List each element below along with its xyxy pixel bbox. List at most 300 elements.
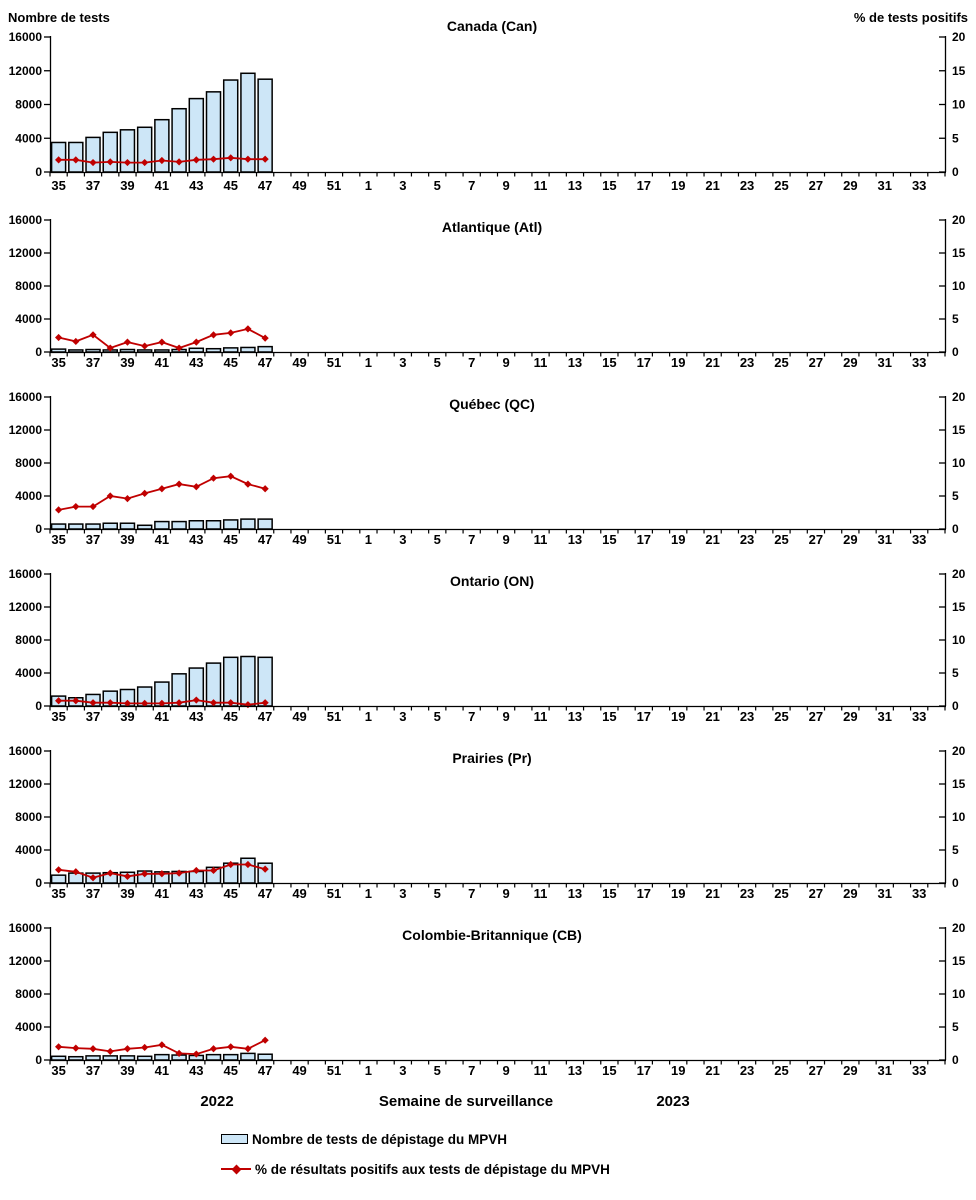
x-axis-tick-label: 43	[189, 886, 204, 901]
x-axis-tick-label: 19	[670, 532, 686, 547]
left-axis-tick-label: 0	[35, 522, 42, 536]
pct-marker-week-35	[55, 334, 62, 341]
x-axis-tick-label: 47	[257, 709, 273, 724]
bar-week-38	[103, 1056, 117, 1060]
pct-marker-week-35	[55, 866, 62, 873]
right-axis-tick-label: 15	[952, 423, 966, 437]
x-axis-tick-label: 47	[257, 355, 273, 370]
bar-week-39	[120, 1056, 134, 1060]
x-axis-tick-label: 7	[468, 355, 476, 370]
x-axis-tick-label: 49	[292, 1063, 307, 1078]
x-axis-tick-label: 29	[843, 355, 858, 370]
bar-week-43	[189, 348, 203, 352]
right-axis-title: % de tests positifs	[853, 10, 968, 25]
pct-marker-week-47	[262, 485, 269, 492]
panel-title: Canada (Can)	[446, 18, 538, 34]
left-axis-tick-label: 8000	[15, 456, 42, 470]
x-axis-tick-label: 47	[257, 532, 273, 547]
x-axis-tick-label: 27	[808, 355, 824, 370]
pct-marker-week-43	[193, 339, 200, 346]
x-axis-tick-label: 21	[705, 178, 720, 193]
x-axis-tick-label: 31	[877, 1063, 892, 1078]
pct-marker-week-44	[210, 1045, 217, 1052]
right-axis-tick-label: 15	[952, 246, 966, 260]
x-axis-tick-label: 19	[670, 178, 686, 193]
right-axis-tick-label: 0	[952, 1053, 959, 1067]
panel-pr	[0, 727, 976, 904]
pct-marker-week-36	[72, 338, 79, 345]
x-axis-tick-label: 17	[636, 709, 652, 724]
x-axis-tick-label: 25	[774, 178, 789, 193]
x-axis-tick-label: 9	[502, 1063, 510, 1078]
x-axis-tick-label: 27	[808, 1063, 824, 1078]
x-axis-tick-label: 23	[739, 532, 755, 547]
x-axis-tick-label: 15	[602, 886, 617, 901]
x-axis-tick-label: 33	[911, 532, 927, 547]
bar-week-45	[224, 1055, 238, 1060]
x-axis-tick-label: 11	[533, 1063, 548, 1078]
x-axis-tick-label: 13	[567, 355, 583, 370]
x-axis-tick-label: 13	[567, 532, 583, 547]
pct-marker-week-42	[175, 481, 182, 488]
x-axis-tick-label: 45	[223, 532, 238, 547]
panel-title: Colombie-Britannique (CB)	[402, 927, 582, 943]
bar-week-37	[86, 1056, 100, 1060]
left-axis-tick-label: 4000	[15, 312, 42, 326]
x-axis-tick-label: 49	[292, 532, 307, 547]
left-axis-tick-label: 12000	[8, 423, 42, 437]
year-2022-label: 2022	[200, 1093, 234, 1110]
x-axis-tick-label: 3	[399, 355, 407, 370]
pct-marker-week-36	[72, 503, 79, 510]
x-axis-tick-label: 11	[533, 355, 548, 370]
x-axis-tick-label: 47	[257, 1063, 273, 1078]
x-axis-tick-label: 23	[739, 1063, 755, 1078]
pct-marker-week-47	[262, 335, 269, 342]
x-axis-tick-label: 33	[911, 178, 927, 193]
right-axis-tick-label: 10	[952, 456, 966, 470]
x-axis-tick-label: 37	[85, 532, 101, 547]
panel-title: Québec (QC)	[449, 396, 535, 412]
x-axis-tick-label: 13	[567, 886, 583, 901]
left-axis-tick-label: 16000	[8, 390, 42, 404]
x-axis-tick-label: 7	[468, 886, 476, 901]
x-axis-tick-label: 15	[602, 1063, 617, 1078]
x-axis-tick-label: 49	[292, 886, 307, 901]
left-axis-tick-label: 12000	[8, 600, 42, 614]
pct-marker-week-44	[210, 331, 217, 338]
x-axis-tick-label: 47	[257, 886, 273, 901]
left-axis-title: Nombre de tests	[8, 10, 110, 25]
bar-week-36	[69, 524, 83, 529]
x-axis-tick-label: 7	[468, 709, 476, 724]
x-axis-tick-label: 5	[433, 709, 441, 724]
x-axis-tick-label: 39	[120, 886, 135, 901]
left-axis-tick-label: 8000	[15, 97, 42, 112]
x-axis-tick-label: 41	[154, 1063, 170, 1078]
left-axis-tick-label: 16000	[8, 567, 42, 581]
right-axis-tick-label: 5	[952, 1020, 959, 1034]
left-axis-tick-label: 4000	[15, 489, 42, 503]
legend-bar-label: Nombre de tests de dépistage du MPVH	[252, 1131, 508, 1147]
bar-week-47	[258, 657, 272, 706]
x-axis-tick-label: 51	[326, 709, 342, 724]
x-axis-tick-label: 5	[433, 886, 441, 901]
panel-can	[0, 0, 976, 196]
bar-week-36	[69, 1057, 83, 1060]
x-axis-tick-label: 9	[502, 355, 510, 370]
x-axis-tick-label: 17	[636, 178, 652, 193]
pct-marker-week-35	[55, 1043, 62, 1050]
pct-line	[59, 476, 266, 510]
footer	[0, 1081, 976, 1200]
x-axis-tick-label: 17	[636, 886, 652, 901]
panel-title: Ontario (ON)	[450, 573, 534, 589]
x-axis-tick-label: 19	[670, 886, 686, 901]
right-axis-tick-label: 20	[952, 921, 966, 935]
bar-week-43	[189, 521, 203, 529]
bar-week-40	[138, 350, 152, 352]
bar-week-44	[207, 1055, 221, 1060]
legend-item-pct	[221, 1161, 610, 1177]
x-axis-tick-label: 9	[502, 178, 510, 193]
left-axis-tick-label: 0	[35, 165, 42, 179]
pct-marker-week-40	[141, 342, 148, 349]
x-axis-tick-label: 25	[774, 886, 789, 901]
x-axis-title: Semaine de surveillance	[378, 1093, 554, 1110]
pct-marker-week-46	[244, 325, 251, 332]
left-axis-tick-label: 4000	[15, 843, 42, 857]
x-axis-tick-label: 29	[843, 532, 858, 547]
bar-week-38	[103, 523, 117, 529]
x-axis-tick-label: 5	[433, 1063, 441, 1078]
x-axis-tick-label: 29	[843, 1063, 858, 1078]
x-axis-tick-label: 33	[911, 355, 927, 370]
x-axis-tick-label: 3	[399, 709, 407, 724]
x-axis-tick-label: 51	[326, 178, 342, 193]
bar-week-46	[241, 519, 255, 529]
x-axis-tick-label: 21	[705, 886, 720, 901]
x-axis-tick-label: 1	[364, 532, 373, 547]
left-axis-tick-label: 8000	[15, 810, 42, 824]
bar-week-38	[103, 132, 117, 172]
x-axis-tick-label: 45	[223, 355, 238, 370]
x-axis-tick-label: 37	[85, 886, 101, 901]
pct-marker-week-40	[141, 1044, 148, 1051]
left-axis-tick-label: 12000	[8, 954, 42, 968]
x-axis-tick-label: 9	[502, 532, 510, 547]
bar-week-47	[258, 519, 272, 529]
bar-week-41	[155, 350, 169, 352]
x-axis-tick-label: 11	[533, 886, 548, 901]
x-axis-tick-label: 9	[502, 709, 510, 724]
panel-title: Atlantique (Atl)	[441, 219, 543, 235]
x-axis-tick-label: 51	[326, 355, 342, 370]
right-axis-tick-label: 10	[952, 279, 966, 293]
x-axis-tick-label: 33	[911, 886, 927, 901]
x-axis-tick-label: 1	[364, 178, 373, 193]
x-axis-tick-label: 9	[502, 886, 510, 901]
right-axis-tick-label: 5	[952, 666, 959, 680]
x-axis-tick-label: 27	[808, 709, 824, 724]
x-axis-tick-label: 39	[120, 532, 135, 547]
x-axis-tick-label: 15	[602, 709, 617, 724]
right-axis-tick-label: 20	[952, 744, 966, 758]
x-axis-tick-label: 35	[51, 355, 66, 370]
left-axis-tick-label: 8000	[15, 633, 42, 647]
left-axis-tick-label: 8000	[15, 987, 42, 1001]
bar-week-35	[52, 1056, 66, 1060]
x-axis-tick-label: 13	[567, 1063, 583, 1078]
x-axis-tick-label: 49	[292, 355, 307, 370]
x-axis-tick-label: 3	[399, 532, 407, 547]
right-axis-tick-label: 20	[952, 390, 966, 404]
x-axis-tick-label: 43	[189, 1063, 204, 1078]
legend	[221, 1131, 610, 1191]
right-axis-tick-label: 0	[952, 345, 959, 359]
bar-week-39	[120, 523, 134, 529]
right-axis-tick-label: 15	[952, 954, 966, 968]
panel-on	[0, 550, 976, 727]
x-axis-tick-label: 19	[670, 709, 686, 724]
left-axis-tick-label: 4000	[15, 1020, 42, 1034]
pct-marker-week-41	[158, 485, 165, 492]
pct-marker-week-45	[227, 1043, 234, 1050]
right-axis-tick-label: 5	[952, 489, 959, 503]
pct-marker-week-40	[141, 490, 148, 497]
right-axis-tick-label: 15	[952, 63, 966, 78]
x-axis-tick-label: 19	[670, 355, 686, 370]
x-axis-tick-label: 21	[705, 1063, 720, 1078]
x-axis-tick-label: 39	[120, 355, 135, 370]
x-axis-tick-label: 35	[51, 532, 66, 547]
legend-pct-label: % de résultats positifs aux tests de dépistage du MPVH	[255, 1161, 610, 1177]
x-axis-tick-label: 5	[433, 355, 441, 370]
bar-week-36	[69, 350, 83, 352]
x-axis-tick-label: 31	[877, 532, 892, 547]
x-axis-tick-label: 49	[292, 178, 307, 193]
x-axis-tick-label: 31	[877, 886, 892, 901]
x-axis-tick-label: 43	[189, 532, 204, 547]
left-axis-tick-label: 0	[35, 876, 42, 890]
bar-week-35	[52, 349, 66, 352]
x-axis-tick-label: 11	[533, 709, 548, 724]
x-axis-tick-label: 41	[154, 532, 170, 547]
x-axis-tick-label: 45	[223, 178, 238, 193]
x-axis-tick-label: 41	[154, 355, 170, 370]
x-axis-tick-label: 37	[85, 1063, 101, 1078]
x-axis-tick-label: 31	[877, 355, 892, 370]
bar-week-45	[224, 348, 238, 352]
pct-marker-week-41	[158, 1041, 165, 1048]
pct-marker-week-39	[124, 495, 131, 502]
x-axis-tick-label: 45	[223, 1063, 238, 1078]
bar-week-37	[86, 137, 100, 172]
bar-week-44	[207, 521, 221, 529]
x-axis-tick-label: 29	[843, 178, 858, 193]
legend-bar-swatch	[221, 1134, 248, 1144]
x-axis-tick-label: 27	[808, 532, 824, 547]
x-axis-tick-label: 1	[364, 886, 373, 901]
pct-marker-week-45	[227, 473, 234, 480]
pct-marker-week-46	[244, 481, 251, 488]
bar-week-44	[207, 349, 221, 352]
x-axis-tick-label: 11	[533, 532, 548, 547]
x-axis-tick-label: 37	[85, 709, 101, 724]
panel-title: Prairies (Pr)	[452, 750, 532, 766]
x-axis-tick-label: 39	[120, 1063, 135, 1078]
x-axis-tick-label: 51	[326, 886, 342, 901]
bar-week-47	[258, 1054, 272, 1060]
right-axis-tick-label: 0	[952, 522, 959, 536]
x-axis-tick-label: 43	[189, 178, 204, 193]
pct-marker-week-36	[72, 1045, 79, 1052]
x-axis-tick-label: 23	[739, 886, 755, 901]
x-axis-tick-label: 41	[154, 886, 170, 901]
x-axis-tick-label: 41	[154, 709, 170, 724]
x-axis-tick-label: 25	[774, 1063, 789, 1078]
x-axis-tick-label: 25	[774, 532, 789, 547]
pct-marker-week-38	[107, 1048, 114, 1055]
right-axis-tick-label: 10	[952, 987, 966, 1001]
x-axis-tick-label: 1	[364, 709, 373, 724]
bar-week-47	[258, 347, 272, 352]
x-axis-tick-label: 7	[468, 1063, 476, 1078]
x-axis-tick-label: 15	[602, 355, 617, 370]
x-axis-tick-label: 51	[326, 532, 342, 547]
left-axis-tick-label: 16000	[8, 921, 42, 935]
pct-marker-week-46	[244, 1045, 251, 1052]
pct-marker-week-43	[193, 483, 200, 490]
x-axis-tick-label: 51	[326, 1063, 342, 1078]
x-axis-tick-label: 35	[51, 1063, 66, 1078]
x-axis-tick-label: 47	[257, 178, 273, 193]
x-axis-tick-label: 35	[51, 178, 66, 193]
left-axis-tick-label: 8000	[15, 279, 42, 293]
left-axis-tick-label: 16000	[8, 30, 42, 44]
x-axis-tick-label: 7	[468, 532, 476, 547]
right-axis-tick-label: 5	[952, 312, 959, 326]
bar-week-46	[241, 1053, 255, 1060]
x-axis-tick-label: 15	[602, 178, 617, 193]
x-axis-tick-label: 17	[636, 532, 652, 547]
bar-week-46	[241, 347, 255, 352]
x-axis-tick-label: 13	[567, 178, 583, 193]
panel-atl	[0, 196, 976, 373]
x-axis-tick-label: 13	[567, 709, 583, 724]
x-axis-tick-label: 49	[292, 709, 307, 724]
bar-week-45	[224, 520, 238, 529]
left-axis-tick-label: 4000	[15, 666, 42, 680]
x-axis-tick-label: 33	[911, 709, 927, 724]
x-axis-tick-label: 1	[364, 1063, 373, 1078]
left-axis-tick-label: 12000	[8, 777, 42, 791]
x-axis-tick-label: 17	[636, 355, 652, 370]
pct-marker-week-45	[227, 329, 234, 336]
pct-marker-week-37	[89, 1045, 96, 1052]
right-axis-tick-label: 0	[952, 165, 959, 179]
x-axis-tick-label: 3	[399, 178, 407, 193]
right-axis-tick-label: 15	[952, 600, 966, 614]
diamond-marker-icon	[232, 1164, 242, 1174]
right-axis-tick-label: 10	[952, 97, 966, 112]
right-axis-tick-label: 10	[952, 633, 966, 647]
x-axis-tick-label: 43	[189, 355, 204, 370]
x-axis-tick-label: 41	[154, 178, 170, 193]
right-axis-tick-label: 0	[952, 699, 959, 713]
x-axis-tick-label: 17	[636, 1063, 652, 1078]
right-axis-tick-label: 5	[952, 843, 959, 857]
x-axis-tick-label: 45	[223, 886, 238, 901]
x-axis-tick-label: 19	[670, 1063, 686, 1078]
x-axis-tick-label: 27	[808, 178, 824, 193]
pct-marker-week-35	[55, 506, 62, 513]
x-axis-tick-label: 25	[774, 355, 789, 370]
x-axis-tick-label: 7	[468, 178, 476, 193]
bar-week-37	[86, 350, 100, 352]
x-axis-tick-label: 21	[705, 709, 720, 724]
pct-marker-week-47	[262, 1037, 269, 1044]
right-axis-tick-label: 20	[952, 213, 966, 227]
x-axis-tick-label: 31	[877, 709, 892, 724]
pct-marker-week-39	[124, 1045, 131, 1052]
bar-week-45	[224, 657, 238, 706]
bar-week-41	[155, 1055, 169, 1060]
x-axis-tick-label: 29	[843, 709, 858, 724]
x-axis-tick-label: 23	[739, 178, 755, 193]
left-axis-tick-label: 16000	[8, 213, 42, 227]
bar-week-39	[120, 350, 134, 352]
bar-week-42	[172, 522, 186, 529]
x-axis-tick-label: 21	[705, 355, 720, 370]
pct-marker-week-39	[124, 339, 131, 346]
x-axis-tick-label: 37	[85, 178, 101, 193]
x-axis-tick-label: 1	[364, 355, 373, 370]
x-axis-tick-label: 39	[120, 709, 135, 724]
right-axis-tick-label: 0	[952, 876, 959, 890]
x-axis-tick-label: 23	[739, 355, 755, 370]
right-axis-tick-label: 20	[952, 567, 966, 581]
x-axis-tick-label: 3	[399, 1063, 407, 1078]
right-axis-tick-label: 20	[952, 30, 966, 44]
x-axis-tick-label: 35	[51, 886, 66, 901]
left-axis-tick-label: 16000	[8, 744, 42, 758]
x-axis-tick-label: 21	[705, 532, 720, 547]
x-axis-tick-label: 27	[808, 886, 824, 901]
right-axis-tick-label: 10	[952, 810, 966, 824]
pct-marker-week-41	[158, 339, 165, 346]
x-axis-tick-label: 39	[120, 178, 135, 193]
bar-week-35	[52, 524, 66, 529]
x-axis-tick-label: 37	[85, 355, 101, 370]
left-axis-tick-label: 0	[35, 699, 42, 713]
pct-marker-week-44	[210, 475, 217, 482]
x-axis-tick-label: 31	[877, 178, 892, 193]
x-axis-tick-label: 29	[843, 886, 858, 901]
panel-cb	[0, 904, 976, 1081]
x-axis-tick-label: 43	[189, 709, 204, 724]
x-axis-tick-label: 11	[533, 178, 548, 193]
x-axis-tick-label: 25	[774, 709, 789, 724]
x-axis-tick-label: 35	[51, 709, 66, 724]
legend-item-tests	[221, 1131, 610, 1147]
left-axis-tick-label: 4000	[15, 131, 42, 146]
left-axis-tick-label: 12000	[8, 63, 42, 78]
bar-week-35	[52, 875, 66, 883]
right-axis-tick-label: 15	[952, 777, 966, 791]
bar-week-46	[241, 657, 255, 707]
x-axis-tick-label: 23	[739, 709, 755, 724]
